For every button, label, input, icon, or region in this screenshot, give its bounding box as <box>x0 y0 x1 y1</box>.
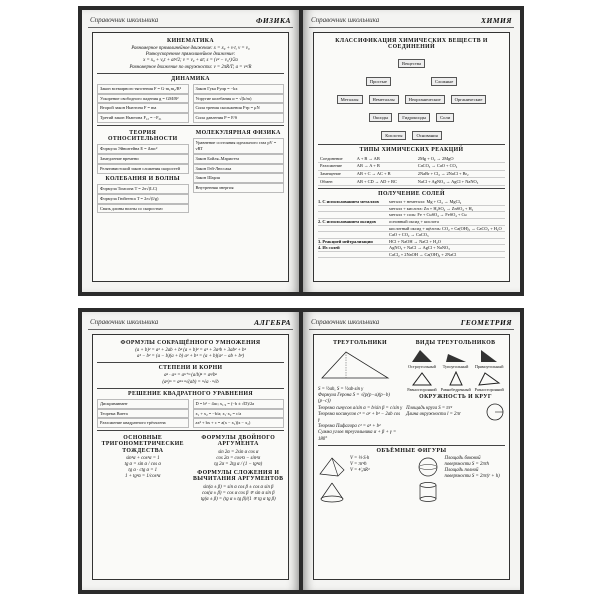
formula-cell: Формула Гюйгенса T = 2π√(l/g) <box>97 194 189 204</box>
quadratic-row <box>97 409 284 419</box>
formula-line: aⁿ · aᵐ = aⁿ⁺ᵐ (a/b)ⁿ = aⁿ/bⁿ <box>164 373 217 379</box>
salt-method <box>318 212 389 218</box>
formula-line: Равномерное прямолинейное движение: x = x₀ + v·t, v = v₀ <box>131 46 250 51</box>
formula-line: sin 2α = 2sin α cos α <box>218 449 259 455</box>
salt-method <box>318 252 389 258</box>
triangle-diagram-icon <box>318 348 398 382</box>
triangle-type <box>407 348 437 369</box>
algebra-content-frame <box>92 334 289 580</box>
salt-method <box>318 206 389 212</box>
formula-line: sin²α + cos²α = 1 <box>125 455 160 461</box>
formula-line: Площадь круга S = πr² <box>406 405 453 411</box>
section-title-abbrev: ФОРМУЛЫ СОКРАЩЁННОГО УМНОЖЕНИЯ <box>120 340 261 346</box>
formula-line: V = ⁴⁄₃πR³ <box>350 468 370 474</box>
table-row <box>318 155 505 162</box>
formula-cell: Формула Томсона T = 2π√(LC) <box>97 184 189 194</box>
tree-node: Вещества <box>398 59 425 68</box>
formula-cell: D = b² − 4ac; x₁,₂ = (−b ± √D)/2a <box>193 399 285 409</box>
salt-example: CaCl₂ + 2NaOH → Ca(OH)₂ + 2NaCl <box>389 251 457 257</box>
salt-method: 4. Из солей <box>318 245 340 251</box>
formula-line: Теорема Пифагора c² = a² + b² <box>318 424 381 430</box>
tree-node: Неорганические <box>405 95 445 104</box>
table-row <box>318 245 505 252</box>
acute-triangle-icon <box>410 348 434 364</box>
chemistry-content-frame <box>313 32 510 282</box>
salt-method <box>318 226 389 232</box>
formula-cell: Формула Эйнштейна E = Δmc² <box>97 144 189 154</box>
formula-line: sin(α ± β) = sin α cos β ± cos α sin β <box>203 484 274 490</box>
table-cell: A + B → AB <box>355 155 416 162</box>
section-title-relativity: ТЕОРИЯ ОТНОСИТЕЛЬНОСТИ <box>107 130 178 143</box>
formula-line: Равноускоренное прямолинейное движение: <box>145 52 236 58</box>
formula-cell: Закон Бойля–Мариотта <box>193 154 285 164</box>
formula-cell: Закон Гука Fупр = −kx <box>193 84 285 94</box>
formula-line: tg(α ± β) = (tg α ± tg β)/(1 ∓ tg α tg β) <box>200 497 276 503</box>
salt-example: основный оксид + кислота <box>389 218 439 224</box>
label-cell: Дискриминант <box>97 399 189 409</box>
divider <box>318 188 505 189</box>
formula-line: cos(α ± β) = cos α cos β ∓ sin α sin β <box>201 490 275 496</box>
triangle-type <box>441 371 471 392</box>
formula-line: Теорема синусов a/sin α = b/sin β = c/sin γ <box>318 405 403 411</box>
book-title: Справочник школьника <box>311 318 380 326</box>
divider <box>97 430 284 431</box>
table-row <box>318 252 505 259</box>
formula-cell: Закон Шарля <box>193 173 285 183</box>
trig-row <box>97 433 284 503</box>
subject-title: ГЕОМЕТРИЯ <box>460 317 512 327</box>
dynamics-table <box>97 84 284 123</box>
table-row <box>318 170 505 178</box>
section-title-circle: ОКРУЖНОСТЬ И КРУГ <box>419 394 492 400</box>
right-triangle-icon <box>477 348 501 364</box>
section-title-triangle-types: ВИДЫ ТРЕУГОЛЬНИКОВ <box>415 340 496 346</box>
triangle-types-grid <box>406 348 505 392</box>
salt-example: кислотный оксид + щёлочь: CO₂ + Ca(OH)₂ → CaCO₃ + H₂O <box>389 225 502 231</box>
formula-cell: Замедление времени <box>97 154 189 164</box>
table-row <box>318 239 505 246</box>
label-cell: Теорема Виета <box>97 409 189 419</box>
section-title-powers: СТЕПЕНИ И КОРНИ <box>158 365 223 372</box>
triangle-type <box>441 348 471 369</box>
salt-example: AgNO₃ + NaCl → AgCl + NaNO₃ <box>389 245 450 251</box>
section-title-trig: ОСНОВНЫЕ ТРИГОНОМЕТРИЧЕСКИЕ ТОЖДЕСТВА <box>101 435 184 454</box>
table-cell: Обмен <box>318 178 355 186</box>
salt-method: 1. С использованием металлов <box>318 199 379 205</box>
triangle-type <box>474 348 504 369</box>
book-title: Справочник школьника <box>90 16 159 24</box>
tree-node: Сложные <box>431 77 457 86</box>
physics-page <box>82 10 299 292</box>
section-title-oscillations: КОЛЕБАНИЯ И ВОЛНЫ <box>105 175 180 182</box>
table-row <box>318 162 505 170</box>
formula-cell: Третий закон Ньютона F₁₂ = −F₂₁ <box>97 113 189 123</box>
formula-line: x = x₀ + v₀t + at²/2; v = v₀ + at; s = (v² − v₀²)/2a <box>143 58 238 64</box>
salt-example: металл + соль: Fe + CuSO₄ → FeSO₄ + Cu <box>389 212 467 218</box>
formula-line: Сумма углов треугольника α + β + γ = 180° <box>318 430 397 442</box>
formula-cell: Ускорение свободного падения g = GM/R² <box>97 94 189 104</box>
reactions-table <box>318 155 505 186</box>
divider <box>97 388 284 389</box>
formula-cell: Уравнение состояния идеального газа pV = νRT <box>193 138 285 154</box>
divider <box>97 362 284 363</box>
section-title-double-arg: ФОРМУЛЫ ДВОЙНОГО АРГУМЕНТА <box>201 435 276 448</box>
subject-title: ХИМИЯ <box>480 15 512 25</box>
divider <box>318 445 505 446</box>
formula-line: Площадь полной поверхности S = 2πr(r + h) <box>444 468 500 480</box>
formula-line: tg α = sin α / cos α <box>124 462 161 468</box>
section-title-sum: ФОРМУЛЫ СЛОЖЕНИЯ И ВЫЧИТАНИЯ АРГУМЕНТОВ <box>193 470 284 483</box>
salt-example: CaO + CO₂ → CaCO₃ <box>389 232 429 238</box>
table-cell: NaCl + AgNO₃ → AgCl + NaNO₃ <box>416 178 505 186</box>
section-title-classification: КЛАССИФИКАЦИЯ ХИМИЧЕСКИХ ВЕЩЕСТВ И СОЕДИНЕНИЙ <box>335 38 488 50</box>
triangle-type <box>474 371 504 392</box>
table-row <box>318 232 505 239</box>
table-cell: CaCO₃ → CaO + CO₂ <box>416 162 505 170</box>
algebra-page <box>82 312 299 590</box>
table-cell: 2Mg + O₂ → 2MgO <box>416 155 505 162</box>
quadratic-row <box>97 399 284 409</box>
obtuse-triangle-icon <box>444 348 468 364</box>
formula-line: Формула Герона S = √(p(p−a)(p−b)(p−c)) <box>318 393 390 405</box>
geometry-content-frame <box>313 334 510 580</box>
formula-line: Длина окружности l = 2πr <box>406 412 461 417</box>
formula-line: V = ⅓·S·h <box>350 455 370 461</box>
tree-node: Неметаллы <box>369 95 399 104</box>
divider <box>97 73 284 74</box>
tree-node: Кислоты <box>381 131 406 140</box>
salt-example: металл + неметалл: Mg + Cl₂ → MgCl₂ <box>389 199 462 205</box>
running-head <box>88 14 293 28</box>
table-cell: Замещение <box>318 170 355 178</box>
subject-title: АЛГЕБРА <box>254 317 291 327</box>
salt-method: 3. Реакцией нейтрализации <box>318 238 373 244</box>
formula-line: Равномерное движение по окружности: v = 2πR/T; a = v²/R <box>129 64 252 70</box>
table-row <box>318 226 505 233</box>
formula-line: Площадь боковой поверхности S = 2πrh <box>444 455 489 468</box>
section-title-kinematics: КИНЕМАТИКА <box>166 38 214 44</box>
quadratic-row <box>97 418 284 428</box>
bottom-book-spread <box>78 308 524 594</box>
section-title-molecular: МОЛЕКУЛЯРНАЯ ФИЗИКА <box>195 130 281 136</box>
formula-line: tg α · ctg α = 1 <box>128 468 158 474</box>
formula-cell: Внутренняя энергия <box>193 183 285 193</box>
circle-icon <box>485 402 505 422</box>
section-title-dynamics: ДИНАМИКА <box>171 75 210 82</box>
formula-line: V = πr²h <box>350 462 367 468</box>
formula-cell: Релятивистский закон сложения скоростей <box>97 164 189 174</box>
salt-method <box>318 232 389 238</box>
top-book-spread <box>78 6 524 296</box>
tree-node: Оксиды <box>369 113 392 122</box>
isosceles-triangle-icon <box>444 371 468 387</box>
triangle-type-label: Остроугольный <box>408 364 436 369</box>
tree-node: Гидроксиды <box>398 113 430 122</box>
salt-example: HCl + NaOH → NaCl + H₂O <box>389 238 441 244</box>
pyramid-icon <box>318 456 346 478</box>
tree-node: Соли <box>436 113 454 122</box>
table-row <box>318 199 505 206</box>
section-title-reactions: ТИПЫ ХИМИЧЕСКИХ РЕАКЦИЙ <box>359 147 464 153</box>
formula-cell: ax² + bx + c = a(x − x₁)(x − x₂) <box>193 418 285 428</box>
classification-tree <box>318 52 505 142</box>
formula-cell: Связь длины волны со скоростью <box>97 204 189 214</box>
table-cell: Соединение <box>318 155 355 162</box>
formula-cell: Закон всемирного тяготения F = G·m₁m₂/R² <box>97 84 189 94</box>
formula-line: tg 2α = 2tg α / (1 − tg²α) <box>214 462 263 468</box>
triangle-type-label: Прямоугольный <box>474 364 504 369</box>
relativity-molecular-row <box>97 128 284 213</box>
table-row <box>318 219 505 226</box>
formula-line: cos 2α = cos²α − sin²α <box>216 455 261 461</box>
scalene-triangle-icon <box>477 371 501 387</box>
table-cell: 2NaBr + Cl₂ → 2NaCl + Br₂ <box>416 170 505 178</box>
section-title-solids: ОБЪЁМНЫЕ ФИГУРЫ <box>376 447 447 454</box>
formula-cell: Упругие колебания α = √(k/m) <box>193 94 285 104</box>
formula-line: Теорема косинусов c² = a² + b² − 2ab cos γ <box>318 411 401 424</box>
label-cell: Разложение квадратного трёхчлена <box>97 418 189 428</box>
salt-method: 2. С использованием оксидов <box>318 218 376 224</box>
triangle-type-label: Разносторонний <box>474 387 504 392</box>
running-head <box>309 316 514 330</box>
triangle-type-label: Равнобедренный <box>440 387 471 392</box>
salt-example: металл + кислота: Zn + H₂SO₄ → ZnSO₄ + H₂ <box>389 205 474 211</box>
formula-cell: Сила трения скольжения Fтр = μN <box>193 103 285 113</box>
formula-cell: Сила давления P = F/S <box>193 113 285 123</box>
tree-node: Органические <box>451 95 487 104</box>
table-row <box>318 212 505 219</box>
section-title-salts: ПОЛУЧЕНИЕ СОЛЕЙ <box>378 191 445 198</box>
triangle-type <box>407 371 437 392</box>
formula-cell: x₁ + x₂ = −b/a; x₁·x₂ = c/a <box>193 409 285 419</box>
cylinder-icon <box>415 481 441 503</box>
subject-title: ФИЗИКА <box>256 15 291 25</box>
formula-line: S = ½ah, S = ½ab·sin γ <box>318 387 364 392</box>
physics-content-frame <box>92 32 289 282</box>
book-title: Справочник школьника <box>90 318 159 326</box>
tree-node: Металлы <box>337 95 363 104</box>
formula-line: (a + b)² = a² + 2ab + b² (a + b)³ = a³ + 3a²b + 3ab² + b³ <box>135 348 246 353</box>
tree-node: Основания <box>412 131 441 140</box>
cone-icon <box>318 481 346 503</box>
triangles-section <box>318 338 505 443</box>
running-head <box>88 316 293 330</box>
table-cell: AB + CD → AD + BC <box>355 178 416 186</box>
salts-table <box>318 199 505 258</box>
formula-line: a² − b² = (a − b)(a + b) a³ + b³ = (a + b)(a² − ab + b²) <box>137 354 244 360</box>
geometry-page <box>303 312 520 590</box>
section-title-triangles: ТРЕУГОЛЬНИКИ <box>333 340 388 346</box>
book-title: Справочник школьника <box>311 16 380 24</box>
equilateral-triangle-icon <box>410 371 434 387</box>
sphere-icon <box>415 456 441 478</box>
table-cell: AB → A + B <box>355 162 416 170</box>
divider <box>318 144 505 145</box>
tree-node: Простые <box>366 77 391 86</box>
formula-cell: Второй закон Ньютона F = ma <box>97 103 189 113</box>
section-title-quadratic: РЕШЕНИЕ КВАДРАТНОГО УРАВНЕНИЯ <box>128 390 253 397</box>
table-row <box>318 178 505 186</box>
triangle-type-label: Равносторонний <box>407 387 437 392</box>
table-row <box>318 206 505 213</box>
triangle-type-label: Тупоугольный <box>442 364 469 369</box>
table-cell: Разложение <box>318 162 355 170</box>
chemistry-page <box>303 10 520 292</box>
formula-line: (aⁿ)ᵐ = aⁿᵐ ⁿ√(ab) = ⁿ√a · ⁿ√b <box>162 379 219 385</box>
divider <box>97 125 284 126</box>
formula-line: 1 + tg²α = 1/cos²α <box>125 474 161 480</box>
table-cell: AB + C → AC + B <box>355 170 416 178</box>
formula-cell: Закон Гей-Люссака <box>193 164 285 174</box>
running-head <box>309 14 514 28</box>
